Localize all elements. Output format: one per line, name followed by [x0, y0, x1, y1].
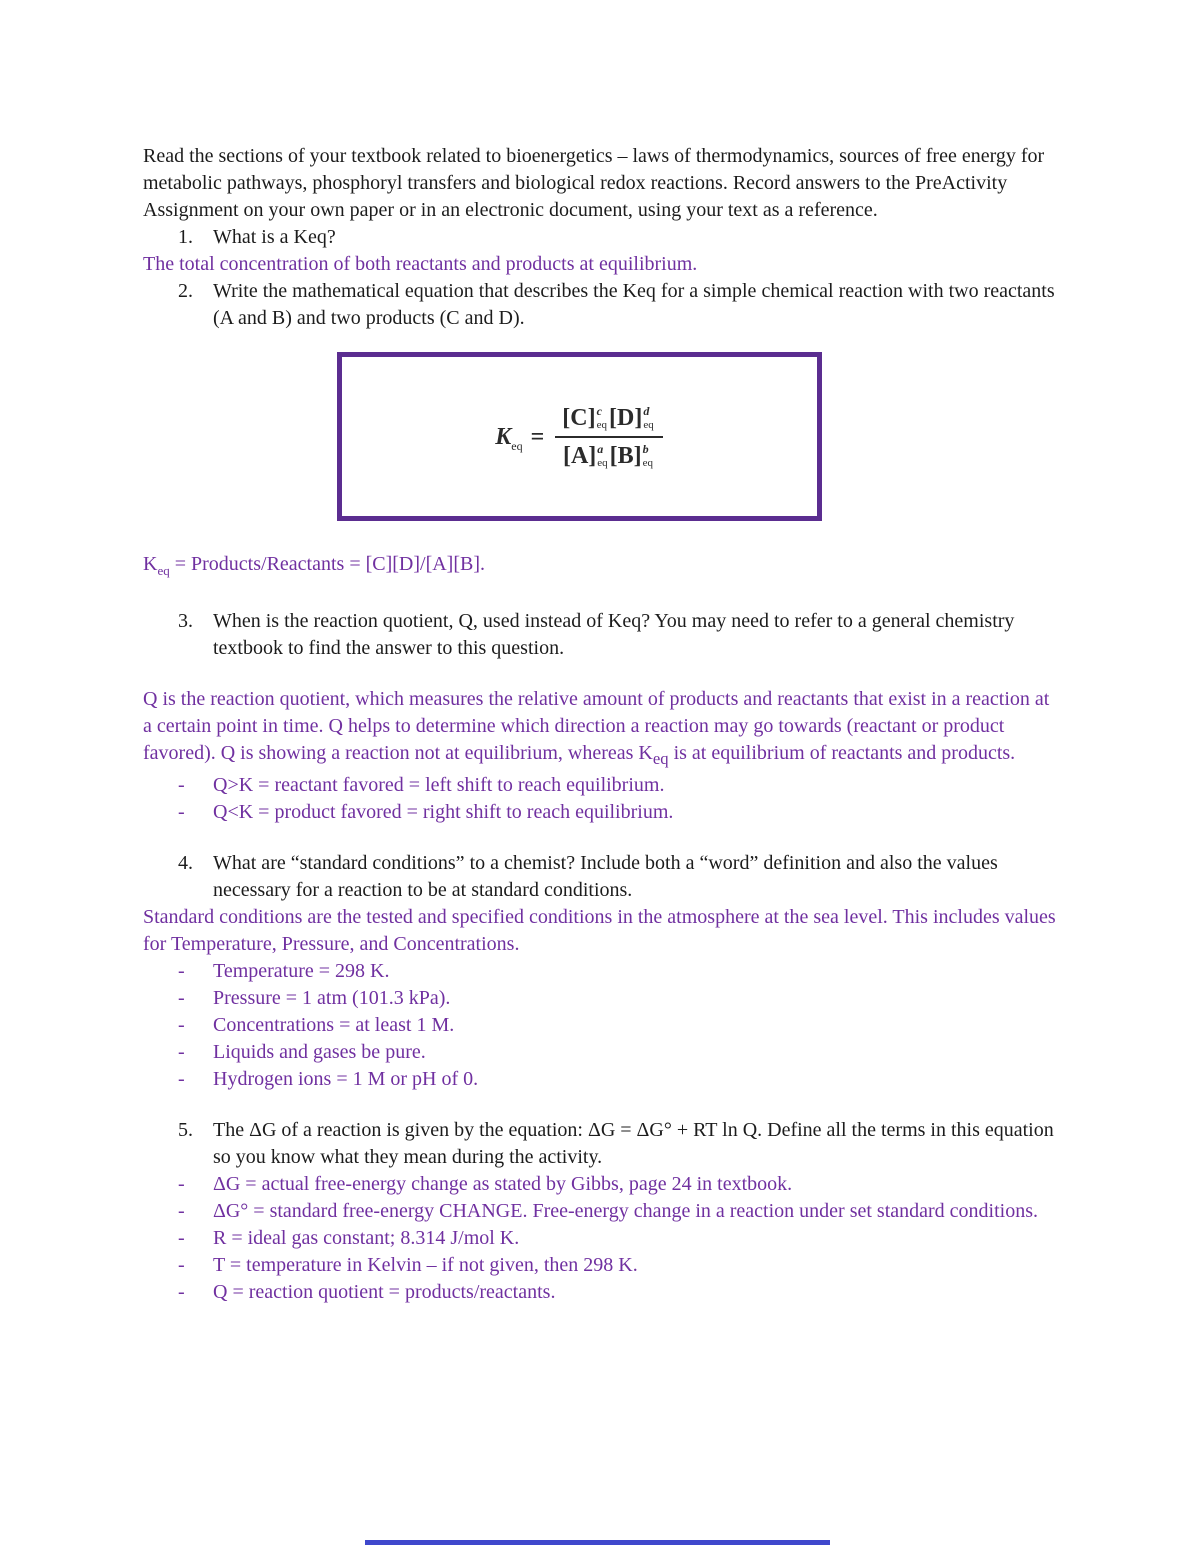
answer-5-bullet-4-text: T = temperature in Kelvin – if not given, then 298 K. — [213, 1254, 638, 1276]
question-5-number: 5. — [178, 1119, 193, 1141]
answer-5-bullet-2 — [143, 1198, 1058, 1225]
term-superscript: a — [597, 441, 604, 456]
numerator-term-c — [562, 405, 607, 431]
answer-4-bullet-4-text: Liquids and gases be pure. — [213, 1041, 426, 1063]
equals-sign: = — [530, 423, 545, 450]
answer-4-bullet-5-text: Hydrogen ions = 1 M or pH of 0. — [213, 1068, 479, 1090]
dash-marker: - — [178, 987, 185, 1009]
dash-marker: - — [178, 1068, 185, 1090]
answer-4-bullet-3-text: Concentrations = at least 1 M. — [213, 1014, 455, 1036]
question-5-text: The ΔG of a reaction is given by the equation: ΔG = ΔG° + RT ln Q. Define all the terms in this equation so you know what they mean during the activity. — [213, 1119, 1054, 1168]
answer-3-part1: Q is the reaction quotient, which measures the relative amount of products and reactants that exist in a reaction at a certain point in time. Q helps to determine which direction a reaction may go towards (reactant or product favored). Q is showing a reaction not at equilibrium, whereas K — [143, 688, 1050, 764]
answer-4: Standard conditions are the tested and specified conditions in the atmosphere at the sea level. This includes values for Temperature, Pressure, and Concentrations. — [143, 906, 1056, 955]
question-1-number: 1. — [178, 226, 193, 248]
keq-summary-k: K — [143, 553, 158, 575]
term-subscript: eq — [596, 418, 608, 431]
answer-5-bullet-3-text: R = ideal gas constant; 8.314 J/mol K. — [213, 1227, 520, 1249]
dash-marker: - — [178, 1041, 185, 1063]
answer-4-bullet-5 — [143, 1066, 1058, 1093]
intro-paragraph: Read the sections of your textbook related to bioenergetics – laws of thermodynamics, sources of free energy for metabolic pathways, phosphoryl transfers and biological redox reactions. Record answers to the PreActivity Assignment on your own paper or in an electronic document, using your text as a reference. — [143, 145, 1045, 221]
term-base: [C] — [562, 404, 596, 431]
numerator-term-d — [609, 405, 654, 431]
answer-4-bullet-3 — [143, 1012, 1058, 1039]
question-4 — [143, 850, 1058, 904]
keq-equation-box — [337, 352, 822, 521]
keq-symbol: K — [495, 423, 512, 450]
term-superscript: c — [596, 403, 602, 418]
answer-5-bullet-1-text: ΔG = actual free-energy change as stated by Gibbs, page 24 in textbook. — [213, 1173, 793, 1195]
answer-4-bullet-4 — [143, 1039, 1058, 1066]
keq-equation — [495, 405, 663, 469]
answer-3 — [143, 686, 1058, 772]
term-base: [B] — [609, 442, 642, 469]
answer-1: The total concentration of both reactants and products at equilibrium. — [143, 253, 698, 275]
answer-3-part2: is at equilibrium of reactants and products. — [668, 742, 1016, 764]
dash-marker: - — [178, 1200, 185, 1222]
answer-5-bullet-3 — [143, 1225, 1058, 1252]
answer-3-bullet-1 — [143, 772, 1058, 799]
keq-symbol-subscript: eq — [511, 438, 523, 453]
term-superscript: b — [642, 441, 649, 456]
term-supsub — [597, 443, 607, 469]
question-4-text: What are “standard conditions” to a chemist? Include both a “word” definition and also the values necessary for a reaction to be at standard conditions. — [213, 852, 998, 901]
term-base: [D] — [609, 404, 643, 431]
question-2-text: Write the mathematical equation that describes the Keq for a simple chemical reaction with two reactants (A and B) and two products (C and D). — [213, 280, 1055, 329]
answer-4-bullet-1 — [143, 958, 1058, 985]
answer-5-bullet-5 — [143, 1279, 1058, 1306]
denominator-term-a — [563, 443, 608, 469]
question-2 — [143, 278, 1058, 332]
term-base: [A] — [562, 442, 597, 469]
term-supsub — [643, 443, 653, 469]
term-subscript: eq — [643, 418, 654, 431]
dash-marker: - — [178, 1173, 185, 1195]
dash-marker: - — [178, 774, 185, 796]
answer-3-bullet-1-text: Q>K = reactant favored = left shift to reach equilibrium. — [213, 774, 665, 796]
term-superscript: d — [643, 403, 650, 418]
dash-marker: - — [178, 1254, 185, 1276]
question-3-number: 3. — [178, 610, 193, 632]
fraction-denominator — [555, 436, 663, 469]
keq-equation-lhs — [495, 423, 523, 453]
question-5 — [143, 1117, 1058, 1171]
term-subscript: eq — [642, 456, 654, 469]
answer-4-bullet-1-text: Temperature = 298 K. — [213, 960, 390, 982]
answer-3-keq-sub: eq — [652, 749, 669, 768]
answer-5-bullet-2-text: ΔG° = standard free-energy CHANGE. Free-energy change in a reaction under set standard conditions. — [213, 1200, 1039, 1222]
answer-4-bullet-2-text: Pressure = 1 atm (101.3 kPa). — [213, 987, 451, 1009]
denominator-term-b — [610, 443, 653, 469]
term-supsub — [643, 405, 653, 431]
question-3-text: When is the reaction quotient, Q, used instead of Keq? You may need to refer to a general chemistry textbook to find the answer to this question. — [213, 610, 1015, 659]
partial-box-top-border — [365, 1540, 830, 1545]
term-supsub — [597, 405, 607, 431]
fraction-numerator — [554, 405, 663, 436]
keq-summary-line — [143, 551, 1058, 584]
answer-3-bullet-2-text: Q<K = product favored = right shift to reach equilibrium. — [213, 801, 674, 823]
dash-marker: - — [178, 1227, 185, 1249]
term-subscript: eq — [597, 456, 608, 469]
keq-summary-rest: = Products/Reactants = [C][D]/[A][B]. — [169, 553, 485, 575]
answer-5-bullet-1 — [143, 1171, 1058, 1198]
question-4-number: 4. — [178, 852, 193, 874]
question-2-number: 2. — [178, 280, 193, 302]
answer-5-bullet-4 — [143, 1252, 1058, 1279]
answer-4-bullet-2 — [143, 985, 1058, 1012]
question-3 — [143, 608, 1058, 662]
dash-marker: - — [178, 960, 185, 982]
keq-fraction — [554, 405, 663, 469]
dash-marker: - — [178, 801, 185, 823]
question-1 — [143, 224, 1058, 251]
question-1-text: What is a Keq? — [213, 226, 336, 248]
dash-marker: - — [178, 1014, 185, 1036]
dash-marker: - — [178, 1281, 185, 1303]
keq-summary-sub: eq — [157, 563, 170, 578]
answer-3-bullet-2 — [143, 799, 1058, 826]
answer-5-bullet-5-text: Q = reaction quotient = products/reactants. — [213, 1281, 556, 1303]
